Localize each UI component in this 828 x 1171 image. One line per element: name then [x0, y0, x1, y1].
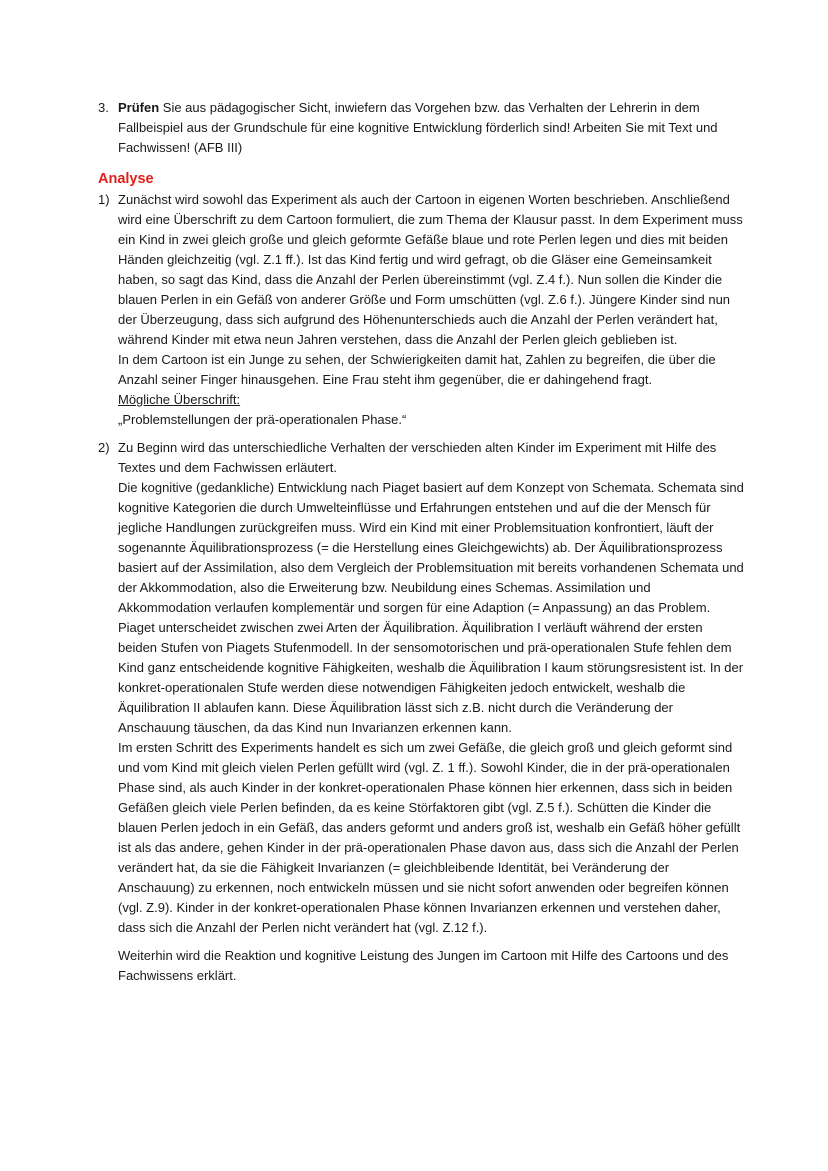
analysis-heading: Analyse — [98, 171, 154, 187]
paragraph-gap — [118, 938, 744, 946]
item-2-paragraph-2: Die kognitive (gedankliche) Entwicklung nach Piaget basiert auf dem Konzept von Schemata. Schemata sind kognitive Kategorien die durch Umwelteinflüsse und Erfahrungen entstehen und auf die der Mensch für jegliche Handlungen zurückgreifen muss. Wird ein Kind mit einer Problemsituation konfrontiert, läuft der sogenannte Äquilibrationsprozess (= die Herstellung eines Gleichgewichts) ab. Der Äquilibrationsprozess basiert auf der Assimilation, also dem Vergleich der Problemsituation mit bereits vorhandenen Schemata und der Akkommodation, also die Erweiterung bzw. Neubildung eines Schemas. Assimilation und Akkommodation verlaufen komplementär und sorgen für eine Adaption (= Anpassung) an das Problem. Piaget unterscheidet zwischen zwei Arten der Äquilibration. Äquilibration I verläuft während der ersten beiden Stufen von Piagets Stufenmodell. In der sensomotorischen und prä-operationalen Stufe fehlen dem Kind ganz entscheidende kognitive Fähigkeiten, weshalb die Äquilibration I kaum störungsresistent ist. In der konkret-operationalen Stufe werden diese notwendigen Fähigkeiten jedoch entwickelt, weshalb die Äquilibration II ablaufen kann. Diese Äquilibration lässt sich z.B. nicht durch die Veränderung der Anschauung täuschen, da das Kind nun Invarianzen erkennen kann. — [118, 480, 744, 735]
analysis-item-2 — [98, 438, 744, 986]
caption-label: Mögliche Überschrift: — [118, 392, 241, 407]
item-1-paragraph-2: In dem Cartoon ist ein Junge zu sehen, der Schwierigkeiten damit hat, Zahlen zu begreifen, die über die Anzahl seiner Finger hinausgehen. Eine Frau steht ihm gegenüber, die er dahingehend fragt. — [118, 352, 716, 387]
item-2-body — [118, 438, 744, 986]
task-operator: Prüfen — [118, 100, 160, 115]
item-2-paragraph-4: Weiterhin wird die Reaktion und kognitive Leistung des Jungen im Cartoon mit Hilfe des Cartoons und des Fachwissens erklärt. — [118, 948, 729, 983]
caption-text: „Problemstellungen der prä-operationalen Phase.“ — [118, 412, 407, 427]
item-2-paragraph-3: Im ersten Schritt des Experiments handelt es sich um zwei Gefäße, die gleich groß und gleich geformt sind und vom Kind mit gleich vielen Perlen gefüllt wird (vgl. Z. 1 ff.). Sowohl Kinder, die in der prä-operationalen Phase sind, als auch Kinder in der konkret-operationalen Phase können hier erkennen, dass sich in beiden Gefäßen gleich viele Perlen befinden, da es keine Störfaktoren gibt (vgl. Z.5 f.). Schütten die Kinder die blauen Perlen jedoch in ein Gefäß, das anders geformt und anders groß ist, weshalb ein Gefäß höher gefüllt ist als das andere, gehen Kinder in der prä-operationalen Phase davon aus, dass sich die Anzahl der Perlen verändert hat, da sie die Fähigkeit Invarianzen (= gleichbleibende Identität, bei Veränderung der Anschauung) zu erkennen, noch entwickeln müssen und sie nicht sofort anwenden oder begreifen können (vgl. Z.9). Kinder in der konkret-operationalen Phase können Invarianzen erkennen und verstehen daher, dass sich die Anzahl der Perlen nicht verändert hat (vgl. Z.12 f.). — [118, 740, 741, 935]
item-number: 2) — [98, 440, 110, 455]
item-1-paragraph-1: Zunächst wird sowohl das Experiment als auch der Cartoon in eigenen Worten beschrieben. Anschließend wird eine Überschrift zu dem Cartoon formuliert, die zum Thema der Klausur passt. In dem Experiment muss ein Kind in zwei gleich große und gleich geformte Gefäße blaue und rote Perlen legen und dies mit beiden Händen gleichzeitig (vgl. Z.1 ff.). Ist das Kind fertig und wird gefragt, ob die Gläser eine Gemeinsamkeit haben, so sagt das Kind, dass die Anzahl der Perlen übereinstimmt (vgl. Z.4 f.). Nun sollen die Kinder die blauen Perlen in ein Gefäß von anderer Größe und Form umschütten (vgl. Z.6 f.). Jüngere Kinder sind nun der Überzeugung, dass sich aufgrund des Höhenunterschieds auch die Anzahl der Perlen verändert hat, während Kinder mit etwa neun Jahren verstehen, dass die Anzahl der Perlen gleich geblieben ist. — [118, 192, 743, 347]
item-number: 1) — [98, 192, 110, 207]
task-text-block — [118, 98, 744, 158]
item-2-paragraph-1: Zu Beginn wird das unterschiedliche Verhalten der verschieden alten Kinder im Experiment mit Hilfe des Textes und dem Fachwissen erläutert. — [118, 440, 717, 475]
task-number: 3. — [98, 100, 109, 115]
task-3 — [98, 98, 744, 158]
task-text: Sie aus pädagogischer Sicht, inwiefern das Vorgehen bzw. das Verhalten der Lehrerin in dem Fallbeispiel aus der Grundschule für eine kognitive Entwicklung förderlich sind! Arbeiten Sie mit Text und Fachwissen! (AFB III) — [118, 100, 718, 155]
analysis-item-1 — [98, 190, 744, 430]
item-1-body — [118, 190, 744, 430]
